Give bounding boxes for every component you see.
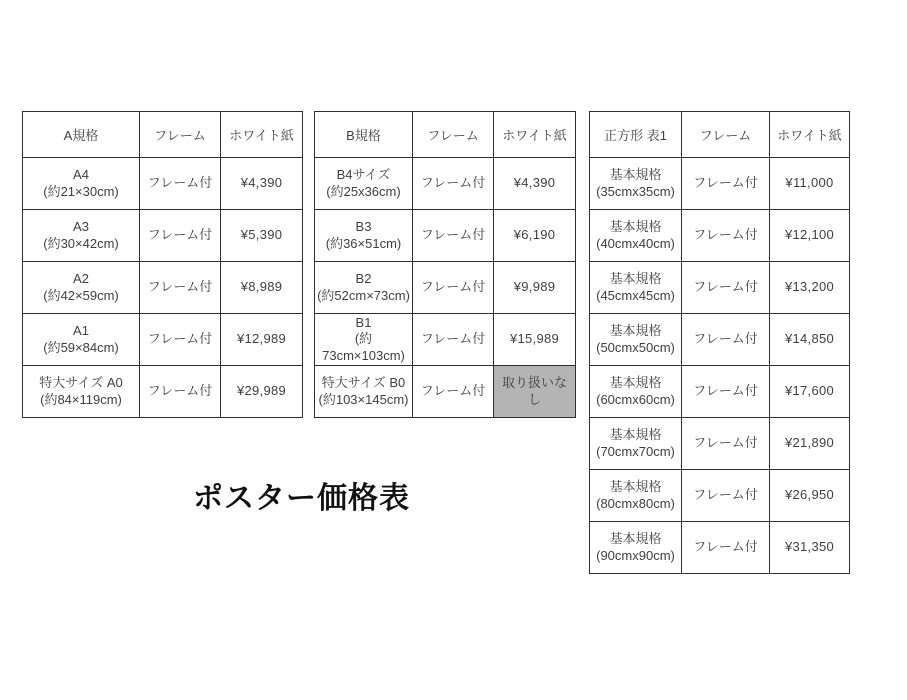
size-dimensions: (約103×145cm) (318, 391, 409, 407)
frame-cell: フレーム付 (140, 314, 221, 366)
size-cell (23, 262, 140, 314)
size-cell (23, 314, 140, 366)
frame-cell: フレーム付 (413, 158, 494, 210)
size-cell (315, 366, 413, 418)
price-cell: ¥14,850 (770, 314, 850, 366)
frame-cell: フレーム付 (682, 210, 770, 262)
price-cell: ¥31,350 (770, 522, 850, 574)
frame-cell: フレーム付 (682, 470, 770, 522)
frame-cell: フレーム付 (682, 314, 770, 366)
size-name: 基本規格 (609, 219, 662, 235)
size-dimensions: (約73cm×103cm) (322, 331, 405, 363)
size-cell (590, 158, 682, 210)
size-name: 特大サイズ A0 (39, 375, 123, 391)
frame-cell: フレーム付 (682, 522, 770, 574)
frame-cell: フレーム付 (682, 262, 770, 314)
table-row (315, 210, 576, 262)
size-cell (315, 314, 413, 366)
table-row (23, 210, 303, 262)
page-title: ポスター価格表 (193, 482, 410, 515)
price-cell: ¥11,000 (770, 158, 850, 210)
size-name: 基本規格 (609, 323, 662, 339)
header-row (590, 112, 850, 158)
size-name: 基本規格 (609, 375, 662, 391)
square-price-table (589, 111, 850, 574)
frame-cell: フレーム付 (140, 366, 221, 418)
size-cell (315, 210, 413, 262)
price-cell: ¥9,989 (494, 262, 576, 314)
b-standard-price-table (314, 111, 576, 418)
size-dimensions: (50cmx50cm) (596, 339, 675, 355)
table-row (590, 314, 850, 366)
price-cell: ¥12,989 (221, 314, 303, 366)
table-row (590, 262, 850, 314)
column-header: フレーム (413, 112, 494, 158)
size-dimensions: (45cmx45cm) (596, 287, 675, 303)
table-row (315, 158, 576, 210)
price-cell: ¥29,989 (221, 366, 303, 418)
price-cell: ¥26,950 (770, 470, 850, 522)
size-name: B4サイズ (336, 167, 391, 183)
size-dimensions: (約59×84cm) (43, 339, 119, 355)
frame-cell: フレーム付 (682, 366, 770, 418)
table-row (315, 262, 576, 314)
size-dimensions: (80cmx80cm) (596, 495, 675, 511)
table-row (315, 366, 576, 418)
frame-cell: フレーム付 (140, 262, 221, 314)
size-name: 基本規格 (609, 479, 662, 495)
price-cell: ¥4,390 (221, 158, 303, 210)
frame-cell: フレーム付 (413, 262, 494, 314)
size-dimensions: (約25x36cm) (326, 183, 401, 199)
price-cell: ¥8,989 (221, 262, 303, 314)
frame-cell: フレーム付 (682, 158, 770, 210)
size-name: 基本規格 (609, 167, 662, 183)
frame-cell: フレーム付 (413, 366, 494, 418)
a-standard-price-table (22, 111, 303, 418)
column-header: A規格 (23, 112, 140, 158)
frame-cell: フレーム付 (682, 418, 770, 470)
size-cell (590, 366, 682, 418)
table-row (23, 314, 303, 366)
size-name: B2 (355, 271, 372, 287)
size-name: B3 (355, 219, 372, 235)
size-cell (23, 210, 140, 262)
column-header: フレーム (682, 112, 770, 158)
header-row (23, 112, 303, 158)
size-cell (23, 158, 140, 210)
size-dimensions: (40cmx40cm) (596, 235, 675, 251)
size-cell (23, 366, 140, 418)
table-row (23, 366, 303, 418)
size-cell (315, 262, 413, 314)
size-dimensions: (約36×51cm) (325, 235, 402, 251)
price-cell: ¥12,100 (770, 210, 850, 262)
price-cell: ¥13,200 (770, 262, 850, 314)
size-dimensions: (60cmx60cm) (596, 391, 675, 407)
table-row (590, 470, 850, 522)
size-cell (590, 314, 682, 366)
column-header: フレーム (140, 112, 221, 158)
table-row (590, 158, 850, 210)
size-name: 基本規格 (609, 271, 662, 287)
column-header: 正方形 表1 (590, 112, 682, 158)
size-name: A4 (73, 167, 89, 183)
size-dimensions: (約84×119cm) (40, 391, 122, 407)
size-dimensions: (約30×42cm) (43, 235, 119, 251)
price-cell: ¥17,600 (770, 366, 850, 418)
table-row (590, 522, 850, 574)
size-dimensions: (約21×30cm) (43, 183, 119, 199)
size-cell (590, 470, 682, 522)
table-row (590, 418, 850, 470)
size-cell (315, 158, 413, 210)
size-dimensions: (90cmx90cm) (596, 547, 675, 563)
size-cell (590, 262, 682, 314)
size-name: 基本規格 (609, 531, 662, 547)
size-cell (590, 522, 682, 574)
size-name: A1 (73, 323, 89, 339)
size-cell (590, 418, 682, 470)
table-row (23, 158, 303, 210)
column-header: ホワイト紙 (494, 112, 576, 158)
size-name: B1 (355, 315, 372, 331)
header-row (315, 112, 576, 158)
column-header: ホワイト紙 (770, 112, 850, 158)
frame-cell: フレーム付 (140, 210, 221, 262)
availability-cell: 取り扱いなし (494, 366, 576, 418)
table-row (23, 262, 303, 314)
column-header: ホワイト紙 (221, 112, 303, 158)
size-cell (590, 210, 682, 262)
frame-cell: フレーム付 (140, 158, 221, 210)
size-name: A3 (73, 219, 89, 235)
size-dimensions: (35cmx35cm) (596, 183, 675, 199)
frame-cell: フレーム付 (413, 210, 494, 262)
price-cell: ¥15,989 (494, 314, 576, 366)
table-row (590, 366, 850, 418)
size-name: A2 (73, 271, 89, 287)
size-dimensions: (約42×59cm) (43, 287, 119, 303)
price-cell: ¥4,390 (494, 158, 576, 210)
size-name: 特大サイズ B0 (321, 375, 406, 391)
frame-cell: フレーム付 (413, 314, 494, 366)
price-cell: ¥5,390 (221, 210, 303, 262)
price-cell: ¥6,190 (494, 210, 576, 262)
size-name: 基本規格 (609, 427, 662, 443)
size-dimensions: (70cmx70cm) (596, 443, 675, 459)
table-row (315, 314, 576, 366)
price-cell: ¥21,890 (770, 418, 850, 470)
column-header: B規格 (315, 112, 413, 158)
size-dimensions: (約52cm×73cm) (317, 287, 410, 303)
table-row (590, 210, 850, 262)
